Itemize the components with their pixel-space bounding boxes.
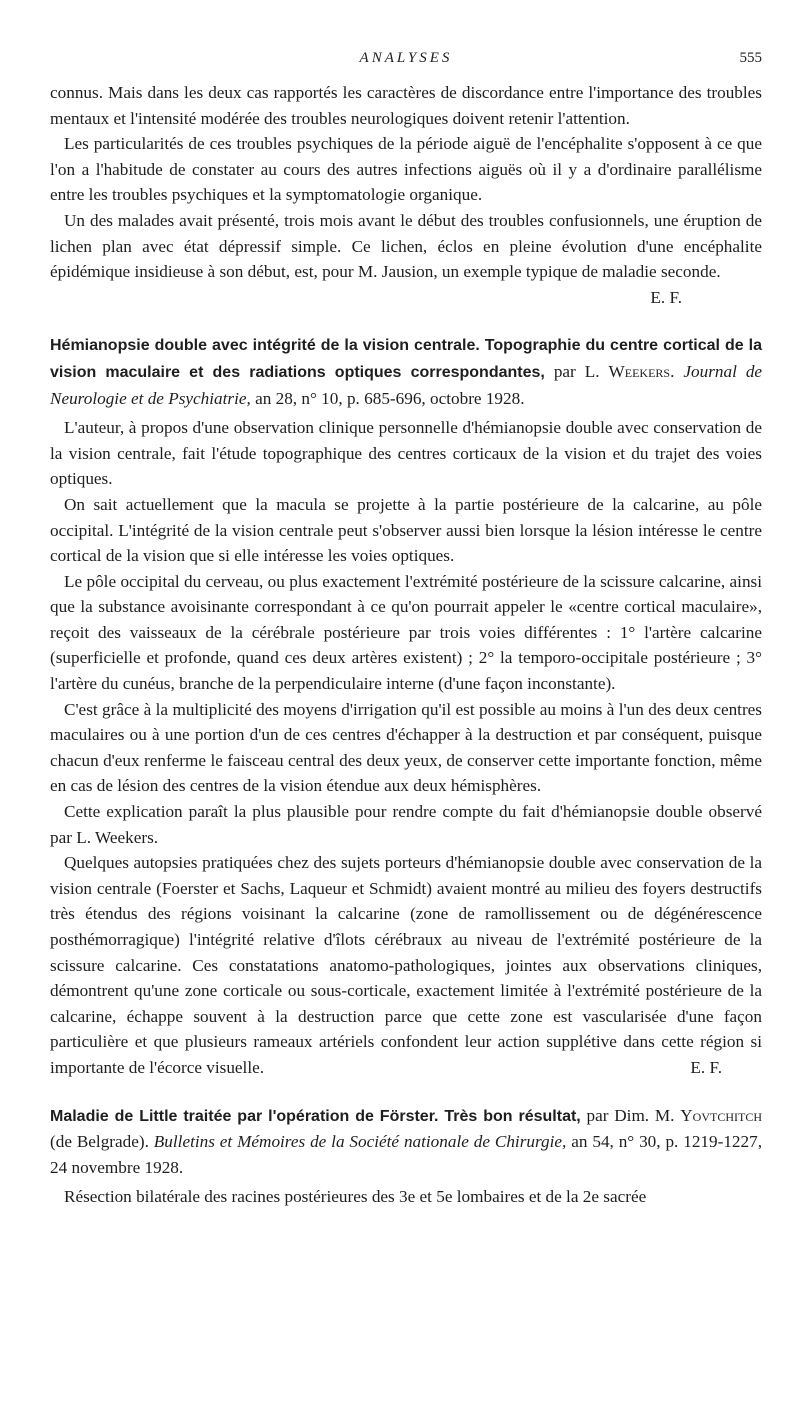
paragraph: L'auteur, à propos d'une observation clinique personnelle d'hémianopsie double avec conservation de la vision centrale, fait l'étude topographique des centres corticaux de la vision et du trajet des voies optiques. [50, 418, 762, 489]
citation: an 28, n° 10, p. 685-696, octobre 1928. [255, 388, 525, 408]
article-hemianopsie [50, 332, 762, 1080]
citation: an 54, n° 30, p. 1219-1227, 24 novembre 1928. [50, 1132, 762, 1177]
paragraph-text: Quelques autopsies pratiquées chez des sujets porteurs d'hémianopsie double avec conservation de la vision centrale (Foerster et Sachs, Laqueur et Schmidt) avaient montré au milieu des foyers destructifs très étendus des régions voisinant la calcarine (zone de ramollissement ou de dégénérescence posthémorragique) l'intégrité relative d'îlots cérébraux au niveau de l'extrémité postérieure de la scissure calcarine. Ces constatations anatomo-pathologiques, jointes aux observations cliniques, démontrent qu'une zone corticale ou sous-corticale, exactement limitée à l'extrémité postérieure de la calcarine, échappe souvent à la destruction parce que cette zone est vascularisée d'une façon particulière et que plusieurs rameaux artériels confondent leur action supplétive dans cette région si importante de l'écorce visuelle. [50, 853, 762, 1077]
article-title: Hémianopsie double avec intégrité de la vision centrale. Topographie du centre cortical de la vision maculaire et des radiations optiques correspondantes, [50, 337, 762, 381]
signature: E. F. [690, 1057, 722, 1077]
paragraph: Le pôle occipital du cerveau, ou plus exactement l'extrémité postérieure de la scissure calcarine, ainsi que la substance avoisinante correspondant à ce qu'on pourrait appeler le «centre cortical maculaire», reçoit des vaisseaux de la cérébrale postérieure par trois voies différentes : 1° l'artère calcarine (superficielle et profonde, quand ces deux artères existent) ; 2° la temporo-occipitale postérieure ; 3° l'artère du cunéus, branche de la perpendiculaire interne (d'une façon inconstante). [50, 571, 762, 694]
page-header [50, 50, 762, 72]
author-affiliation: (de Belgrade). [50, 1132, 149, 1152]
section-continuation [50, 80, 762, 310]
page-number: 555 [739, 50, 762, 66]
article-title: Maladie de Little traitée par l'opération de Förster. Très bon résultat, [50, 1107, 581, 1125]
paragraph: Cette explication paraît la plus plausible pour rendre compte du fait d'hémianopsie double observé par L. Weekers. [50, 802, 762, 847]
author-prefix: par Dim. M. [586, 1105, 675, 1125]
signature: E. F. [650, 287, 682, 307]
journal-name: Bulletins et Mémoires de la Société nationale de Chirurgie, [153, 1132, 567, 1152]
journal-name: Journal de Neurologie et de Psychiatrie, [50, 361, 763, 408]
paragraph [50, 850, 762, 1080]
author-name: Yovtchitch [680, 1105, 762, 1125]
paragraph: C'est grâce à la multiplicité des moyens d'irrigation qu'il est possible au moins à l'un des deux centres maculaires ou à une portion d'un de ces centres d'échapper à la destruction et par conséquent, puisque chacun d'eux renferme le faisceau central des deux yeux, de conserver cette importante fonction, même en cas de lésion des centres de la vision étendue aux deux hémisphères. [50, 699, 762, 796]
paragraph: Résection bilatérale des racines postérieures des 3e et 5e lombaires et de la 2e sacrée [64, 1187, 647, 1207]
paragraph: On sait actuellement que la macula se projette à la partie postérieure de la calcarine, au pôle occipital. L'intégrité de la vision centrale peut s'observer aussi bien lorsque la lésion intéresse le centre cortical de la vision que si elle intéresse les voies optiques. [50, 494, 762, 566]
paragraph: Les particularités de ces troubles psychiques de la période aiguë de l'encéphalite s'opposent à ce que l'on a l'habitude de constater au cours des autres infections aiguës où il y a d'ordinaire parallélisme entre les troubles psychiques et la symptomatologie organique. [50, 134, 762, 205]
running-title: ANALYSES [359, 50, 453, 66]
article-heading [50, 332, 762, 411]
paragraph: connus. Mais dans les deux cas rapportés les caractères de discordance entre l'importance des troubles mentaux et l'intensité modérée des troubles neurologiques doivent retenir l'attention. [50, 83, 762, 128]
article-heading [50, 1103, 762, 1181]
article-little [50, 1103, 762, 1210]
paragraph [50, 208, 762, 307]
paragraph-text: Un des malades avait présenté, trois mois avant le début des troubles confusionnels, une éruption de lichen plan avec état dépressif simple. Ce lichen, éclos en pleine évolution d'une encéphalite épidémique insidieuse à son début, est, pour M. Jausion, un exemple typique de maladie seconde. [50, 210, 762, 282]
author-name: Weekers. [608, 361, 675, 381]
author-prefix: par L. [553, 361, 600, 381]
